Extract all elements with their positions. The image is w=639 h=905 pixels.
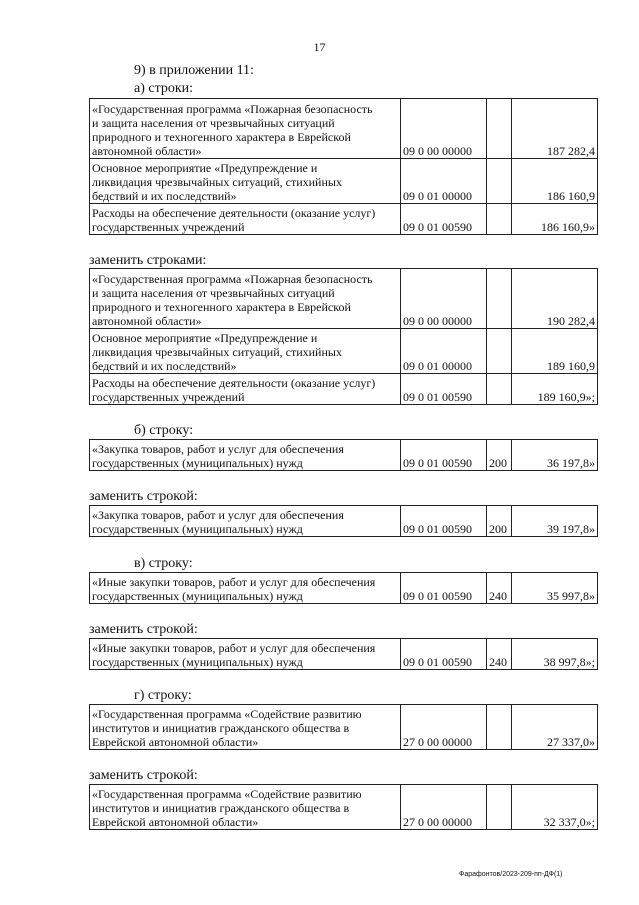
table-row [90,99,598,159]
row-amount: 189 160,9 [512,329,598,374]
row-name: «Иные закупки товаров, работ и услуг для обеспечения государственных (муниципальных) нужд [90,639,401,670]
table-original-rows-a [89,98,598,235]
row-code: 09 0 00 00000 [401,99,487,159]
row-amount: 186 160,9 [512,159,598,204]
row-code: 09 0 01 00000 [401,159,487,204]
table-row [90,269,598,329]
table-row [90,639,598,670]
row-code: 27 0 00 00000 [401,705,487,750]
row-vr [487,204,512,235]
table-row [90,329,598,374]
row-name: «Государственная программа «Пожарная безопасность и защита населения от чрезвычайных ситуаций природного и техногенного характера в Еврейской автономной области» [90,269,401,329]
table-replacement-row-v [89,638,598,670]
subsection-b-heading: б) строку: [134,423,194,438]
table-row [90,705,598,750]
row-amount: 27 337,0» [512,705,598,750]
table-row [90,374,598,405]
row-amount: 186 160,9» [512,204,598,235]
row-amount: 189 160,9»; [512,374,598,405]
row-name: Расходы на обеспечение деятельности (оказание услуг) государственных учреждений [90,374,401,405]
row-code: 09 0 01 00590 [401,506,487,537]
row-code: 27 0 00 00000 [401,785,487,830]
row-amount: 32 337,0»; [512,785,598,830]
row-vr [487,99,512,159]
table-row [90,506,598,537]
row-name: «Иные закупки товаров, работ и услуг для обеспечения государственных (муниципальных) нужд [90,573,401,604]
row-vr [487,329,512,374]
replace-row-heading: заменить строкой: [89,768,198,783]
row-name: «Государственная программа «Содействие развитию институтов и инициатив гражданского общества в Еврейской автономной области» [90,785,401,830]
replace-rows-heading: заменить строками: [89,253,207,268]
row-code: 09 0 01 00590 [401,204,487,235]
row-name: «Государственная программа «Содействие развитию институтов и инициатив гражданского общества в Еврейской автономной области» [90,705,401,750]
table-row [90,159,598,204]
replace-row-heading: заменить строкой: [89,622,198,637]
table-row [90,785,598,830]
table-original-row-g [89,704,598,750]
table-replacement-row-b [89,505,598,537]
row-vr [487,785,512,830]
row-amount: 190 282,4 [512,269,598,329]
table-row [90,573,598,604]
row-name: «Государственная программа «Пожарная безопасность и защита населения от чрезвычайных ситуаций природного и техногенного характера в Еврейской автономной области» [90,99,401,159]
row-vr: 200 [487,440,512,471]
row-amount: 38 997,8»; [512,639,598,670]
document-footer-code: Фарафонтов/2023-209-пп-ДФ(1) [459,871,563,878]
row-code: 09 0 01 00590 [401,440,487,471]
row-vr [487,159,512,204]
row-code: 09 0 01 00590 [401,639,487,670]
row-name: Основное мероприятие «Предупреждение и ликвидация чрезвычайных ситуаций, стихийных бедствий и их последствий» [90,159,401,204]
row-code: 09 0 00 00000 [401,269,487,329]
row-amount: 36 197,8» [512,440,598,471]
row-vr [487,374,512,405]
page-number: 17 [313,40,326,54]
row-name: «Закупка товаров, работ и услуг для обеспечения государственных (муниципальных) нужд [90,506,401,537]
table-replacement-rows-a [89,268,598,405]
row-name: Расходы на обеспечение деятельности (оказание услуг) государственных учреждений [90,204,401,235]
section-heading: 9) в приложении 11: [134,63,254,78]
subsection-a-heading: а) строки: [134,81,194,96]
table-original-row-v [89,572,598,604]
subsection-v-heading: в) строку: [134,556,193,571]
row-amount: 39 197,8» [512,506,598,537]
row-vr: 240 [487,573,512,604]
row-vr: 240 [487,639,512,670]
row-name: Основное мероприятие «Предупреждение и ликвидация чрезвычайных ситуаций, стихийных бедствий и их последствий» [90,329,401,374]
row-code: 09 0 01 00590 [401,374,487,405]
row-code: 09 0 01 00000 [401,329,487,374]
row-amount: 35 997,8» [512,573,598,604]
row-name: «Закупка товаров, работ и услуг для обеспечения государственных (муниципальных) нужд [90,440,401,471]
row-code: 09 0 01 00590 [401,573,487,604]
table-row [90,440,598,471]
row-vr [487,705,512,750]
table-row [90,204,598,235]
table-original-row-b [89,439,598,471]
row-vr [487,269,512,329]
replace-row-heading: заменить строкой: [89,489,198,504]
row-amount: 187 282,4 [512,99,598,159]
subsection-g-heading: г) строку: [134,688,192,703]
table-replacement-row-g [89,784,598,830]
row-vr: 200 [487,506,512,537]
